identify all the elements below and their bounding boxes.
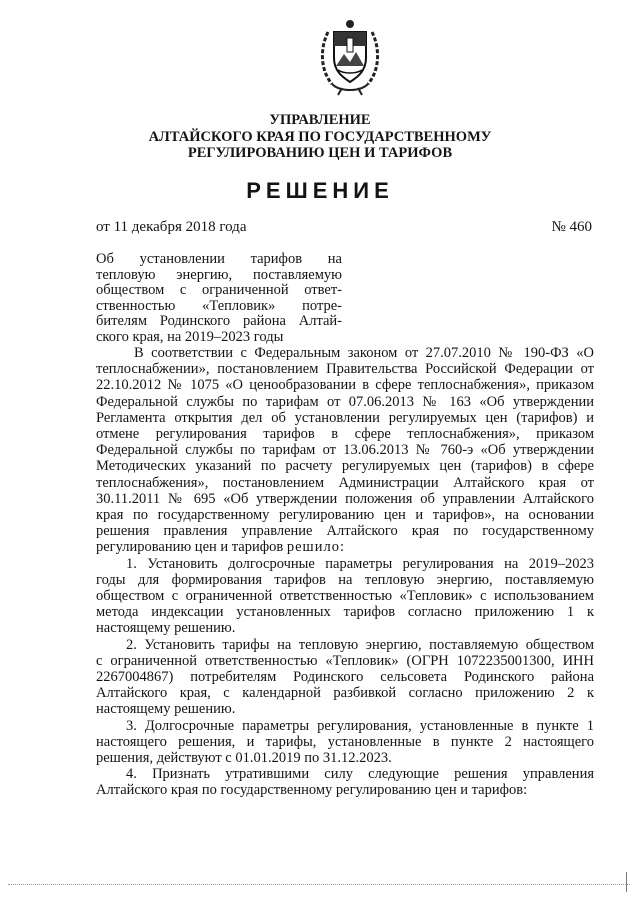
item-line: настоящему решению. bbox=[96, 701, 236, 718]
agency-line: РЕГУЛИРОВАНИЮ ЦЕН И ТАРИФОВ bbox=[187, 145, 453, 161]
item-line: Алтайского края по государственному регулированию цен и тарифов: bbox=[96, 782, 528, 799]
item-line: с ограниченной ответственностью «Тепловик» (ОГРН 1072235001300, ИНН bbox=[96, 652, 594, 669]
subject-line: обществом с ограниченной ответ- bbox=[96, 282, 342, 298]
item-line: настоящему решению. bbox=[96, 620, 236, 637]
item-line: 1. Установить долгосрочные параметры регулирования на 2019–2023 bbox=[126, 555, 594, 572]
preamble-line: решения правления управление Алтайского края по государственному bbox=[96, 523, 594, 540]
item-line: 2. Установить тарифы на тепловую энергию, поставляемую обществом bbox=[126, 636, 594, 653]
item-line: 4. Признать утратившими силу следующие решения управления bbox=[126, 766, 594, 783]
preamble-line: Федеральной службы по тарифам от 13.06.2013 № 760-э «Об утверждении bbox=[96, 442, 594, 459]
decision-date: от 11 декабря 2018 года bbox=[96, 219, 247, 235]
agency-line: АЛТАЙСКОГО КРАЯ ПО ГОСУДАРСТВЕННОМУ bbox=[148, 128, 492, 145]
item-line: решения, действуют с 01.01.2019 по 31.12.2023. bbox=[96, 750, 392, 767]
preamble-line: теплоснабжении», постановлением Правительства Российской Федерации от bbox=[96, 361, 594, 378]
preamble-last-line bbox=[96, 539, 594, 555]
subject-line: Об установлении тарифов на bbox=[96, 251, 342, 267]
item-line: 3. Долгосрочные параметры регулирования, установленные в пункте 1 bbox=[126, 717, 594, 734]
preamble-line: В соответствии с Федеральным законом от 27.07.2010 № 190-ФЗ «О bbox=[134, 345, 594, 361]
altai-krai-coat-of-arms-icon bbox=[318, 18, 382, 96]
decision-body bbox=[96, 345, 594, 799]
decision-subject bbox=[96, 252, 342, 345]
agency-name bbox=[0, 112, 640, 162]
preamble-line: отмене регулирования тарифов в сфере теплоснабжения», приказом bbox=[96, 426, 594, 443]
item-line: настоящего решения, и тарифы, установленные в пункте 2 настоящего bbox=[96, 733, 594, 750]
preamble-text: регулированию цен и тарифов bbox=[96, 539, 284, 556]
item-line: обществом с ограниченной ответственностью «Тепловик» с использованием bbox=[96, 588, 594, 605]
subject-line: ского края, на 2019–2023 годы bbox=[96, 328, 284, 345]
agency-line: УПРАВЛЕНИЕ bbox=[269, 112, 371, 128]
item-line: годы для формирования тарифов на тепловую энергию, поставляемую bbox=[96, 571, 594, 588]
preamble-line: теплоснабжения», постановлением Администрации Алтайского края от bbox=[96, 474, 594, 491]
subject-line: бителям Родинского района Алтай- bbox=[96, 313, 342, 329]
preamble-line: Методических указаний по расчету регулируемых цен (тарифов) в сфере bbox=[96, 458, 594, 475]
subject-line: тепловую энергию, поставляемую bbox=[96, 266, 342, 283]
subject-line: ственностью «Тепловик» потре- bbox=[96, 297, 342, 314]
preamble-line: 30.11.2011 № 695 «Об утверждении положения об управлении Алтайского bbox=[96, 490, 594, 507]
margin-mark bbox=[626, 872, 627, 892]
resolved-word: решило: bbox=[286, 539, 345, 556]
item-line: 2267004867) потребителям Родинского сельсовета Родинского района bbox=[96, 669, 594, 686]
document-type-title: РЕШЕНИЕ bbox=[246, 178, 394, 203]
decision-number: № 460 bbox=[551, 219, 592, 235]
item-line: метода индексации установленных тарифов согласно приложению 1 к bbox=[96, 604, 594, 621]
preamble-line: Регламента открытия дел об установлении регулируемых цен (тарифов) и bbox=[96, 409, 594, 426]
preamble-line: Федеральной службы по тарифам от 07.06.2013 № 163 «Об утверждении bbox=[96, 393, 594, 410]
page-bottom-rule bbox=[8, 884, 630, 885]
preamble-line: края по государственному регулированию цен и тарифов», на основании bbox=[96, 507, 594, 524]
item-line: Алтайского края, с календарной разбивкой согласно приложению 2 к bbox=[96, 685, 594, 702]
preamble-line: 22.10.2012 № 1075 «О ценообразовании в сфере теплоснабжения», приказом bbox=[96, 377, 594, 394]
